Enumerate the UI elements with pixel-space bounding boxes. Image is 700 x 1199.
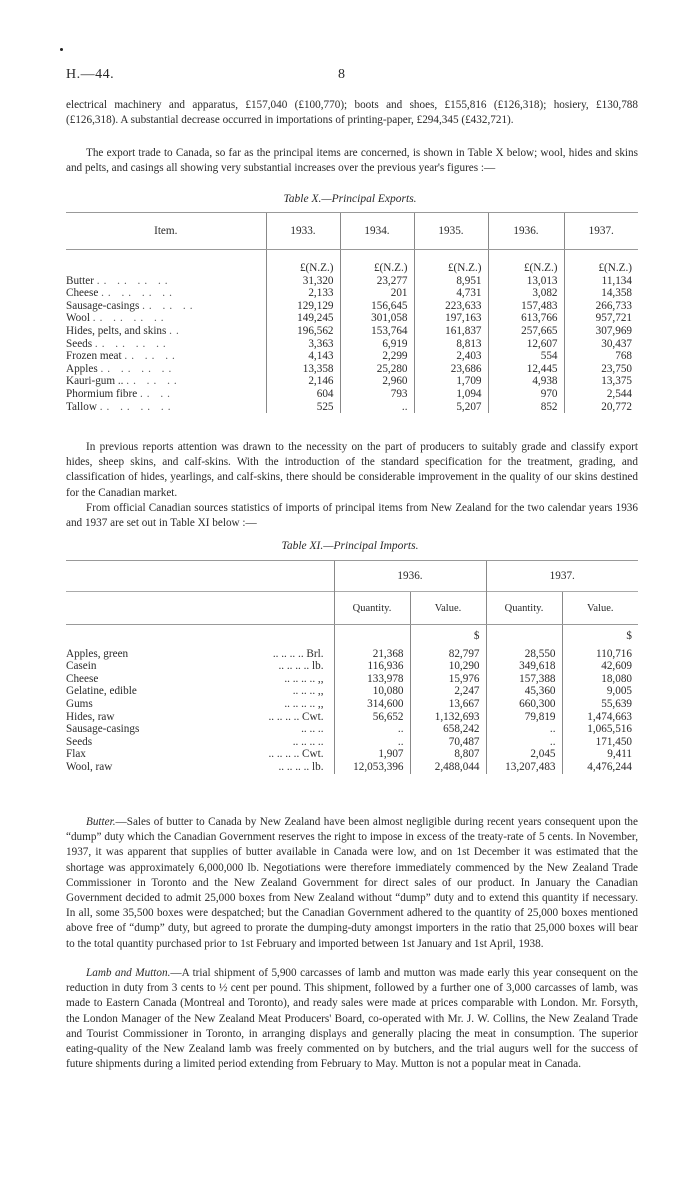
value-cell: 129,129 <box>266 300 340 313</box>
leader-dots: .. .. .. .. <box>99 400 175 413</box>
leader-dots: .. .. .. .. <box>94 337 170 350</box>
item-label: Apples, green <box>66 647 129 660</box>
value-cell: 4,731 <box>414 287 488 300</box>
leader-dots: .. .. .. .. <box>100 362 176 375</box>
item-cell <box>66 300 266 313</box>
unit-label: .. .. .. .. ,, <box>284 697 324 710</box>
table-row <box>66 312 638 325</box>
leader-dots: .. .. .. <box>126 375 181 388</box>
value-cell: 31,320 <box>266 275 340 288</box>
table-row <box>66 673 638 686</box>
value-cell: 2,299 <box>340 350 414 363</box>
unit-label: .. .. .. .. Brl. <box>272 647 324 660</box>
unit-label: £(N.Z.) <box>340 250 414 275</box>
value-cell: 613,766 <box>488 312 564 325</box>
lamb-heading: Lamb and Mutton. <box>86 967 171 979</box>
table-row <box>66 287 638 300</box>
item-cell <box>66 338 266 351</box>
unit-label: .. .. .. .. ,, <box>284 672 324 685</box>
item-cell <box>66 275 266 288</box>
quantity-cell: 21,368 <box>334 648 410 661</box>
value-cell: 1,065,516 <box>562 723 638 736</box>
table10-units-row <box>66 250 638 275</box>
table-row <box>66 300 638 313</box>
item-label: Butter <box>66 274 94 287</box>
value-cell: 1,474,663 <box>562 711 638 724</box>
quantity-cell: .. <box>334 723 410 736</box>
quantity-cell: .. <box>486 736 562 749</box>
value-cell: 8,807 <box>410 748 486 761</box>
quantity-cell: 79,819 <box>486 711 562 724</box>
unit-label: .. .. .. ,, <box>292 685 324 698</box>
quantity-cell: 660,300 <box>486 698 562 711</box>
item-label: Wool <box>66 312 90 325</box>
value-cell: 257,665 <box>488 325 564 338</box>
table-row <box>66 388 638 401</box>
table11-caption: Table XI.—Principal Imports. <box>281 540 419 552</box>
value-cell: 12,445 <box>488 363 564 376</box>
value-cell: 223,633 <box>414 300 488 313</box>
table-row <box>66 363 638 376</box>
butter-text: —Sales of butter to Canada by New Zealand have been almost negligible during recent years consequent upon the “dump” duty which the Canadian Government reserves the right to impose in excess of the treaty-rate of 5 cents. In November, 1937, it was apparent that supplies of butter available in Canada were low, and on 1st December it was estimated that the shortage was approximately 6,000,000 lb. Negotiations were therefore immediately commenced by the New Zealand Trade Commissioner in Toronto and the New Zealand Government for direct sales of our product. In January the Canadian Government decided to admit 25,000 boxes from New Zealand without “dump” duty and to extend this quantity if necessary. In all, some 35,500 boxes were despatched; but the Canadian Government adhered to the quantity of 25,000 boxes mentioned above free of “dump” duty, but agreed to prorate the dumping-duty amongst importers in the ratio that 25,000 boxes will bear to the total quantity purchased prior to 1st February and imported between 1st January and 1st April, 1938. <box>66 816 638 950</box>
value-cell: 3,363 <box>266 338 340 351</box>
currency-label: $ <box>562 625 638 648</box>
value-cell: 161,837 <box>414 325 488 338</box>
quantity-cell: .. <box>334 736 410 749</box>
currency-label: $ <box>410 625 486 648</box>
value-cell: 23,277 <box>340 275 414 288</box>
value-cell: 768 <box>564 350 638 363</box>
table11-currency-row <box>66 625 638 648</box>
value-cell: 18,080 <box>562 673 638 686</box>
year-header: 1934. <box>340 213 414 250</box>
value-cell: 604 <box>266 388 340 401</box>
leader-dots: .. <box>169 324 183 337</box>
value-cell: 171,450 <box>562 736 638 749</box>
quantity-cell: 10,080 <box>334 685 410 698</box>
principal-exports-table <box>66 212 638 413</box>
item-label: Frozen meat <box>66 350 122 363</box>
butter-heading: Butter. <box>86 816 116 828</box>
unit-label: .. .. .. .. lb. <box>278 660 324 673</box>
value-cell: 2,488,044 <box>410 761 486 774</box>
year-header: 1937. <box>564 213 638 250</box>
unit-label: .. .. .. .. Cwt. <box>268 710 324 723</box>
item-cell <box>66 287 266 300</box>
quantity-cell: 133,978 <box>334 673 410 686</box>
quantity-cell: 56,652 <box>334 711 410 724</box>
value-cell: 6,919 <box>340 338 414 351</box>
item-label: Phormium fibre <box>66 387 138 400</box>
value-cell: 110,716 <box>562 648 638 661</box>
value-cell: 13,667 <box>410 698 486 711</box>
value-cell: 23,750 <box>564 363 638 376</box>
table-row <box>66 685 638 698</box>
value-cell: 14,358 <box>564 287 638 300</box>
quantity-cell: 1,907 <box>334 748 410 761</box>
lamb-text: —A trial shipment of 5,900 carcasses of lamb and mutton was made early this year consequent on the reduction in duty from 3 cents to ½ cent per pound. This shipment, followed by a further one of 3,000 carcasses of lamb, was made to Eastern Canada (Montreal and Toronto), and ready sales were made at prices comparable with London. Mr. Forsyth, the London Manager of the New Zealand Meat Producers' Board, co-operated with Mr. J. W. Collins, the New Zealand Trade and Tourist Commissioner in Toronto, in arranging displays and generally placing the meat in consumption. The superior eating-quality of the New Zealand lamb was freely commented on by butchers, and the trial augurs well for the success of future shipments during a limited period extending from February to May. Mutton is not a popular meat in Canada. <box>66 967 638 1071</box>
principal-imports-table <box>66 560 638 774</box>
value-cell: 1,709 <box>414 375 488 388</box>
value-cell: 157,483 <box>488 300 564 313</box>
value-cell: 201 <box>340 287 414 300</box>
value-cell: 23,686 <box>414 363 488 376</box>
table-row <box>66 761 638 774</box>
intro-paragraph: electrical machinery and apparatus, £157,040 (£100,770); boots and shoes, £155,816 (£126,318); hosiery, £130,788 (£126,318). A substantial decrease occurred in importations of printing-paper, £294,345 (£432,721). <box>66 99 638 127</box>
item-cell <box>66 363 266 376</box>
table11-year-row <box>66 561 638 592</box>
quantity-cell: 157,388 <box>486 673 562 686</box>
value-cell: 5,207 <box>414 401 488 414</box>
item-cell <box>66 312 266 325</box>
value-cell: 1,094 <box>414 388 488 401</box>
unit-label: .. .. .. <box>301 723 324 736</box>
value-cell: 554 <box>488 350 564 363</box>
quantity-cell: 349,618 <box>486 660 562 673</box>
lamb-paragraph <box>66 966 638 1072</box>
quantity-cell: 28,550 <box>486 648 562 661</box>
year-header: 1937. <box>486 561 638 592</box>
table-row <box>66 338 638 351</box>
table11-subheader-row <box>66 592 638 625</box>
item-label: Kauri-gum .. <box>66 375 124 388</box>
unit-label: £(N.Z.) <box>488 250 564 275</box>
item-label: Seeds <box>66 337 93 350</box>
margin-dot <box>60 48 63 51</box>
item-label: Hides, pelts, and skins <box>66 324 167 337</box>
leader-dots: .. .. .. .. <box>92 312 168 325</box>
item-label: Sausage-casings <box>66 723 140 736</box>
value-cell: 4,143 <box>266 350 340 363</box>
table-row <box>66 325 638 338</box>
value-cell: 2,403 <box>414 350 488 363</box>
value-cell: 852 <box>488 401 564 414</box>
value-cell: 156,645 <box>340 300 414 313</box>
item-label: Seeds <box>66 735 93 748</box>
value-cell: 13,013 <box>488 275 564 288</box>
value-cell: 25,280 <box>340 363 414 376</box>
butter-paragraph <box>66 815 638 952</box>
value-cell: 153,764 <box>340 325 414 338</box>
report-code: H.—44. <box>66 67 115 82</box>
value-cell: 970 <box>488 388 564 401</box>
value-cell: 957,721 <box>564 312 638 325</box>
value-cell: 2,133 <box>266 287 340 300</box>
item-label: Flax <box>66 748 86 761</box>
item-cell <box>66 325 266 338</box>
quantity-cell: 116,936 <box>334 660 410 673</box>
value-cell: 15,976 <box>410 673 486 686</box>
value-cell: 4,476,244 <box>562 761 638 774</box>
unit-label: £(N.Z.) <box>266 250 340 275</box>
value-cell: 82,797 <box>410 648 486 661</box>
item-label: Wool, raw <box>66 760 113 773</box>
leader-dots: .. .. .. .. <box>96 274 172 287</box>
quantity-cell: .. <box>486 723 562 736</box>
value-cell: 307,969 <box>564 325 638 338</box>
value-cell: 658,242 <box>410 723 486 736</box>
value-cell: 9,411 <box>562 748 638 761</box>
value-header: Value. <box>410 592 486 625</box>
quantity-cell: 13,207,483 <box>486 761 562 774</box>
value-cell: 2,544 <box>564 388 638 401</box>
item-label: Cheese <box>66 287 99 300</box>
value-cell: 196,562 <box>266 325 340 338</box>
leader-dots: .. .. .. <box>124 350 179 363</box>
value-cell: 525 <box>266 401 340 414</box>
value-cell: 42,609 <box>562 660 638 673</box>
value-cell: 70,487 <box>410 736 486 749</box>
item-label: Cheese <box>66 672 99 685</box>
item-label: Gums <box>66 697 93 710</box>
table-row <box>66 275 638 288</box>
value-cell: 10,290 <box>410 660 486 673</box>
value-cell: 13,358 <box>266 363 340 376</box>
page-number: 8 <box>338 67 345 82</box>
grading-paragraph: In previous reports attention was drawn to the necessity on the part of producers to suitably grade and classify export hides, sheep skins, and calf-skins. With the introduction of the standard specification for the treatment, grading, and classification of hides, yearlings, and calf-skins, there should be considerable improvement in the quality of our skins destined for the Canadian market. <box>66 441 638 499</box>
value-cell: 4,938 <box>488 375 564 388</box>
unit-label: .. .. .. .. lb. <box>278 760 324 773</box>
table-row <box>66 350 638 363</box>
value-cell: 793 <box>340 388 414 401</box>
table-row <box>66 723 638 736</box>
quantity-cell: 2,045 <box>486 748 562 761</box>
table10-header-row <box>66 213 638 250</box>
table10-item-header: Item. <box>66 213 266 250</box>
value-cell: 3,082 <box>488 287 564 300</box>
value-cell: 2,146 <box>266 375 340 388</box>
canadian-paragraph: From official Canadian sources statistics of imports of principal items from New Zealand for the two calendar years 1936 and 1937 are set out in Table XI below :— <box>66 502 638 530</box>
export-paragraph: The export trade to Canada, so far as the principal items are concerned, is shown in Table X below; wool, hides and skins and pelts, and casings all showing very substantial increases over the previous year's figures :— <box>66 147 638 175</box>
item-cell <box>66 388 266 401</box>
item-label: Tallow <box>66 400 97 413</box>
year-header: 1936. <box>488 213 564 250</box>
table-row <box>66 698 638 711</box>
value-cell: 266,733 <box>564 300 638 313</box>
quantity-cell: 12,053,396 <box>334 761 410 774</box>
quantity-cell: 45,360 <box>486 685 562 698</box>
item-cell <box>66 375 266 388</box>
value-cell: 2,960 <box>340 375 414 388</box>
item-label: Casein <box>66 660 97 673</box>
value-cell: 1,132,693 <box>410 711 486 724</box>
table-row <box>66 660 638 673</box>
table10-caption: Table X.—Principal Exports. <box>283 193 417 205</box>
year-header: 1933. <box>266 213 340 250</box>
table-row <box>66 711 638 724</box>
leader-dots: .. .. .. .. <box>101 287 176 300</box>
value-cell: 301,058 <box>340 312 414 325</box>
unit-label: £(N.Z.) <box>414 250 488 275</box>
table-row <box>66 648 638 661</box>
item-cell <box>66 350 266 363</box>
quantity-header: Quantity. <box>486 592 562 625</box>
value-cell: 197,163 <box>414 312 488 325</box>
unit-label: .. .. .. .. <box>292 735 324 748</box>
table-row <box>66 401 638 414</box>
leader-dots: .. .. <box>139 387 174 400</box>
value-cell: 2,247 <box>410 685 486 698</box>
value-header: Value. <box>562 592 638 625</box>
leader-dots: .. .. .. <box>142 299 197 312</box>
unit-label: £(N.Z.) <box>564 250 638 275</box>
item-label: Gelatine, edible <box>66 685 137 698</box>
item-cell <box>66 401 266 414</box>
unit-label: .. .. .. .. Cwt. <box>268 748 324 761</box>
item-label: Apples <box>66 362 98 375</box>
value-cell: 12,607 <box>488 338 564 351</box>
value-cell: 55,639 <box>562 698 638 711</box>
value-cell: 30,437 <box>564 338 638 351</box>
item-label: Sausage-casings <box>66 299 140 312</box>
table-row <box>66 375 638 388</box>
year-header: 1936. <box>334 561 486 592</box>
table-row <box>66 748 638 761</box>
table-row <box>66 736 638 749</box>
value-cell: .. <box>340 401 414 414</box>
value-cell: 20,772 <box>564 401 638 414</box>
value-cell: 149,245 <box>266 312 340 325</box>
value-cell: 9,005 <box>562 685 638 698</box>
value-cell: 11,134 <box>564 275 638 288</box>
quantity-cell: 314,600 <box>334 698 410 711</box>
item-label: Hides, raw <box>66 710 115 723</box>
quantity-header: Quantity. <box>334 592 410 625</box>
year-header: 1935. <box>414 213 488 250</box>
value-cell: 8,951 <box>414 275 488 288</box>
value-cell: 8,813 <box>414 338 488 351</box>
value-cell: 13,375 <box>564 375 638 388</box>
